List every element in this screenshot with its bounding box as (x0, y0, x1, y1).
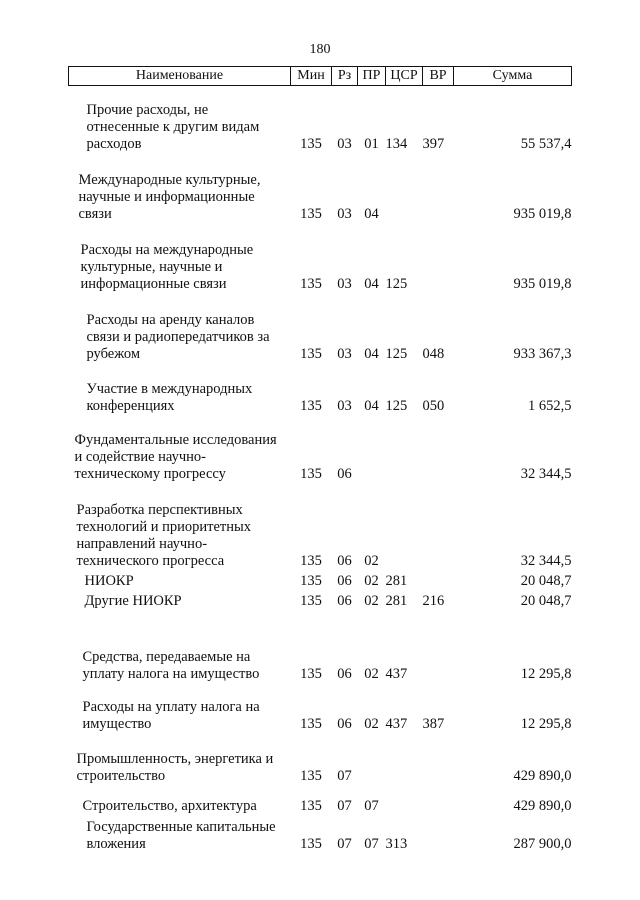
cell-sum: 20 048,7 (520, 572, 572, 589)
cell-name: Расходы на уплату налога на имущество (82, 698, 260, 732)
cell-sum: 1 652,5 (528, 397, 572, 414)
cell-pr (358, 418, 386, 486)
cell-csr: 125 (385, 275, 408, 292)
cell-sum: 12 295,8 (520, 715, 572, 732)
cell-min: 135 (300, 345, 322, 362)
cell-sum: 933 367,3 (513, 345, 572, 362)
table-row (69, 486, 572, 573)
cell-vr (423, 573, 454, 593)
header-sum: Сумма (454, 67, 572, 86)
cell-min: 135 (300, 397, 322, 414)
cell-sum: 287 900,0 (513, 835, 572, 852)
cell-min: 135 (300, 665, 322, 682)
cell-min: 135 (300, 205, 322, 222)
cell-rz: 07 (337, 767, 352, 784)
table-row (69, 226, 572, 296)
cell-min: 135 (300, 135, 322, 152)
cell-vr (423, 788, 454, 818)
cell-name: Другие НИОКР (84, 592, 182, 609)
cell-pr: 04 (364, 205, 379, 222)
cell-name: Государственные капитальные вложения (86, 818, 276, 852)
cell-vr (423, 818, 454, 856)
cell-name: Международные культурные, научные и информационные связи (78, 171, 261, 222)
page-number: 180 (309, 42, 331, 57)
cell-csr: 281 (385, 592, 408, 609)
cell-rz: 06 (337, 715, 352, 732)
cell-pr: 04 (364, 345, 379, 362)
cell-pr: 07 (364, 797, 379, 814)
cell-min: 135 (300, 465, 322, 482)
cell-csr (386, 486, 423, 573)
cell-vr: 050 (422, 397, 445, 414)
cell-pr: 02 (364, 665, 379, 682)
cell-pr: 07 (364, 835, 379, 852)
cell-rz: 03 (337, 135, 352, 152)
cell-sum: 32 344,5 (520, 552, 572, 569)
cell-name: НИОКР (84, 572, 134, 589)
cell-csr: 134 (385, 135, 408, 152)
cell-rz: 06 (337, 665, 352, 682)
cell-name: Промышленность, энергетика и строительство (76, 750, 274, 784)
table-row (69, 573, 572, 593)
cell-sum: 32 344,5 (520, 465, 572, 482)
cell-vr (423, 736, 454, 788)
cell-pr (358, 736, 386, 788)
table-row (69, 86, 572, 156)
cell-min: 135 (300, 552, 322, 569)
cell-min: 135 (300, 767, 322, 784)
cell-rz: 03 (337, 205, 352, 222)
cell-min: 135 (300, 572, 322, 589)
cell-name: Строительство, архитектура (82, 797, 257, 814)
table-row (69, 788, 572, 818)
cell-csr (386, 418, 423, 486)
table-row (69, 613, 572, 686)
header-min: Мин (291, 67, 332, 86)
cell-sum: 20 048,7 (520, 592, 572, 609)
cell-name: Фундаментальные исследования и содействие научно- техническому прогрессу (74, 431, 277, 482)
table-row (69, 296, 572, 366)
cell-min: 135 (300, 797, 322, 814)
table-row (69, 418, 572, 486)
cell-pr: 02 (364, 552, 379, 569)
cell-pr: 02 (364, 592, 379, 609)
cell-name: Участие в международных конференциях (86, 380, 253, 414)
header-rz: Рз (332, 67, 358, 86)
table-row (69, 818, 572, 856)
table-header-row (69, 67, 572, 86)
cell-vr (423, 486, 454, 573)
cell-min: 135 (300, 592, 322, 609)
cell-vr: 397 (422, 135, 445, 152)
cell-min: 135 (300, 835, 322, 852)
cell-csr: 125 (385, 345, 408, 362)
cell-vr (423, 418, 454, 486)
cell-rz: 06 (337, 592, 352, 609)
cell-pr: 04 (364, 275, 379, 292)
cell-name: Расходы на международные культурные, научные и информационные связи (80, 241, 254, 292)
cell-sum: 12 295,8 (520, 665, 572, 682)
cell-csr (386, 788, 423, 818)
table-row (69, 593, 572, 613)
cell-vr: 048 (422, 345, 445, 362)
cell-csr: 281 (385, 572, 408, 589)
budget-table (68, 66, 572, 856)
table-row (69, 686, 572, 736)
cell-sum: 429 890,0 (513, 767, 572, 784)
cell-csr: 437 (385, 715, 408, 732)
cell-csr: 437 (385, 665, 408, 682)
cell-vr (423, 613, 454, 686)
cell-csr: 313 (385, 835, 408, 852)
header-pr: ПР (358, 67, 386, 86)
cell-name: Прочие расходы, не отнесенные к другим видам расходов (86, 101, 260, 152)
cell-csr (386, 156, 423, 226)
cell-sum: 429 890,0 (513, 797, 572, 814)
cell-min: 135 (300, 275, 322, 292)
table-row (69, 156, 572, 226)
cell-rz: 06 (337, 465, 352, 482)
cell-pr: 02 (364, 715, 379, 732)
cell-vr: 387 (422, 715, 445, 732)
cell-pr: 02 (364, 572, 379, 589)
cell-vr: 216 (422, 592, 445, 609)
cell-rz: 06 (337, 552, 352, 569)
cell-sum: 935 019,8 (513, 205, 572, 222)
cell-vr (423, 226, 454, 296)
cell-rz: 06 (337, 572, 352, 589)
cell-rz: 07 (337, 835, 352, 852)
cell-pr: 01 (364, 135, 379, 152)
header-csr: ЦСР (386, 67, 423, 86)
cell-name: Разработка перспективных технологий и приоритетных направлений научно- технического прогресса (76, 501, 252, 569)
cell-rz: 03 (337, 275, 352, 292)
cell-name: Расходы на аренду каналов связи и радиопередатчиков за рубежом (86, 311, 270, 362)
cell-rz: 03 (337, 345, 352, 362)
table-row (69, 366, 572, 418)
cell-vr (423, 156, 454, 226)
header-name: Наименование (69, 67, 291, 86)
cell-min: 135 (300, 715, 322, 732)
cell-rz: 03 (337, 397, 352, 414)
cell-pr: 04 (364, 397, 379, 414)
cell-sum: 55 537,4 (520, 135, 572, 152)
table-row (69, 736, 572, 788)
cell-name: Средства, передаваемые на уплату налога на имущество (82, 648, 260, 682)
cell-rz: 07 (337, 797, 352, 814)
header-vr: ВР (423, 67, 454, 86)
cell-csr: 125 (385, 397, 408, 414)
cell-sum: 935 019,8 (513, 275, 572, 292)
cell-csr (386, 736, 423, 788)
